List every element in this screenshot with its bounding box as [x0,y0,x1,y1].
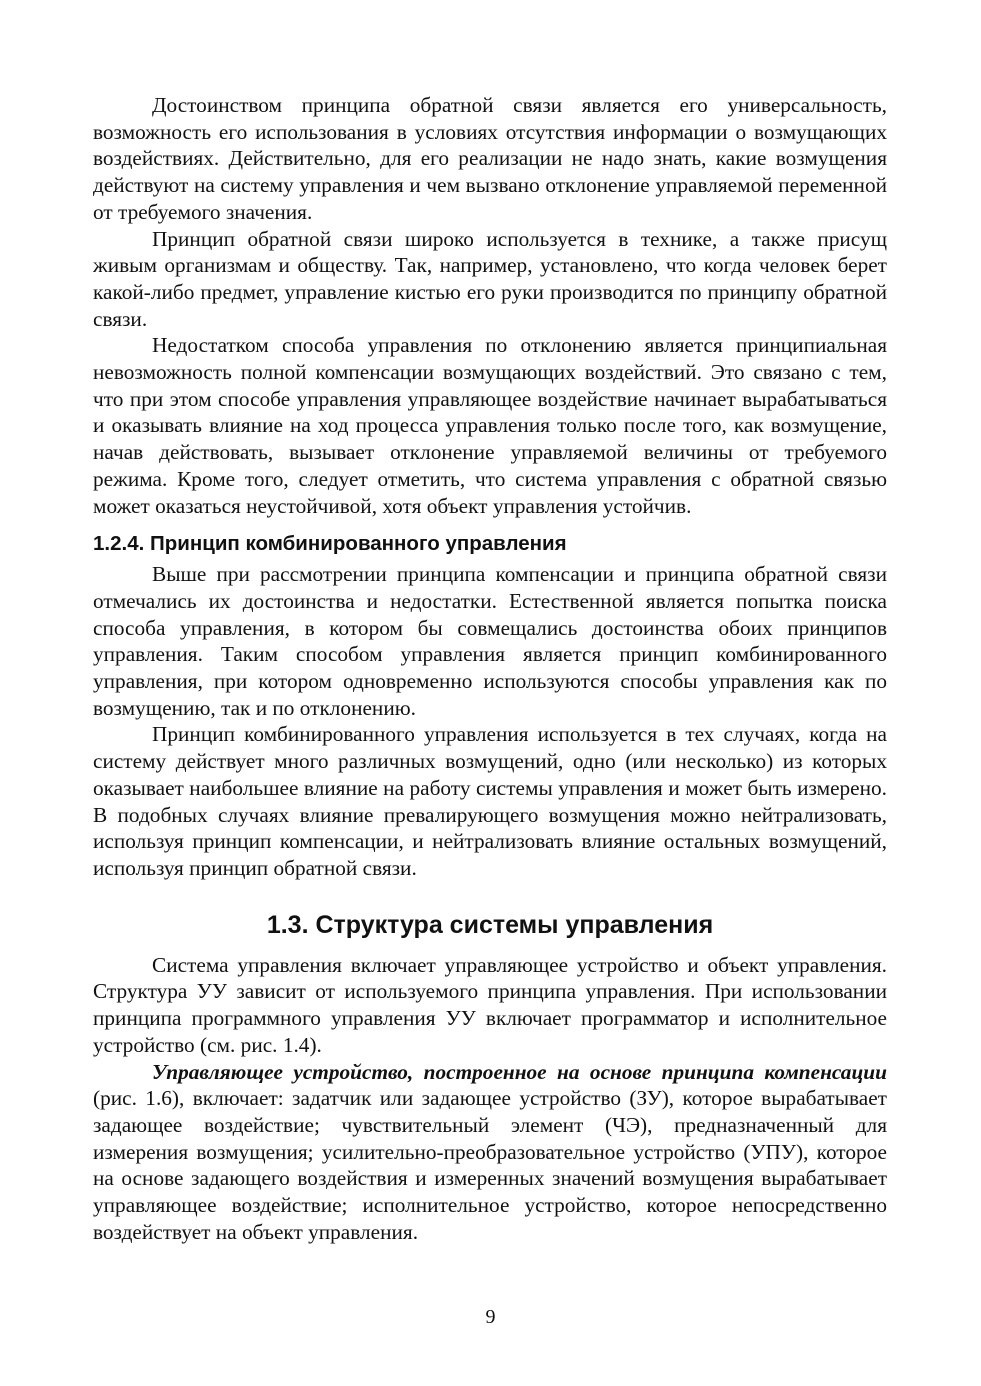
page-number: 9 [485,1306,496,1328]
paragraph-structure-intro: Система управления включает управляющее устройство и объект управления. Структура УУ зависит от используемого принципа управления. При использовании принципа программного управления УУ включает программатор и исполнительное устройство (см. рис. 1.4). [93,952,887,1057]
paragraph-feedback-advantage: Достоинством принципа обратной связи является его универсальность, возможность его использования в условиях отсутствия информации о возмущающих воздействиях. Действительно, для его реализации не надо знать, какие возмущения действуют на систему управления и чем вызвано отклонение управляемой переменной от требуемого значения. [93,93,887,224]
section-heading-1-2-4: 1.2.4. Принцип комбинированного управления [93,532,567,556]
emphasis-compensation-controller: Управляющее устройство, построенное на основе принципа компенсации [152,1059,887,1084]
paragraph-combined-intro: Выше при рассмотрении принципа компенсации и принципа обратной связи отмечались их достоинства и недостатки. Естественной является попытка поиска способа управления, в котором бы совмещались достоинства обоих принципов управления. Таким способом управления является принцип комбинированного управления, при котором одновременно используются способы управления как по возмущению, так и по отклонению. [93,562,887,720]
document-page [93,92,887,1245]
section-heading-1-3: 1.3. Структура системы управления [266,910,714,939]
paragraph-combined-usage: Принцип комбинированного управления используется в тех случаях, когда на систему действует много различных возмущений, одно (или несколько) из которых оказывает наибольшее влияние на работу системы управления и может быть измерено. В подобных случаях влияние превалирующего возмущения можно нейтрализовать, используя принцип компенсации, и нейтрализовать влияние остальных возмущений, используя принцип обратной связи. [93,722,887,880]
paragraph-compensation-controller-text: (рис. 1.6), включает: задатчик или задающее устройство (ЗУ), которое вырабатывает задающее воздействие; чувствительный элемент (ЧЭ), предназначенный для измерения возмущения; усилительно-преобразовательное устройство (УПУ), которое на основе задающего воздействия и измеренных значений возмущения вырабатывает управляющее воздействие; исполнительное устройство, которое непосредственно воздействует на объект управления. [93,1086,887,1244]
paragraph-feedback-usage: Принцип обратной связи широко используется в технике, а также присущ живым организмам и обществу. Так, например, установлено, что когда человек берет какой-либо предмет, управление кистью его руки производится по принципу обратной связи. [93,226,887,331]
paragraph-compensation-controller [93,1059,887,1246]
paragraph-feedback-disadvantage: Недостатком способа управления по отклонению является принципиальная невозможность полной компенсации возмущающих воздействий. Это связано с тем, что при этом способе управления управляющее воздействие начинает вырабатываться и оказывать влияние на ход процесса управления только после того, как возмущение, начав действовать, вызывает отклонение управляемой величины от требуемого режима. Кроме того, следует отметить, что система управления с обратной связью может оказаться неустойчивой, хотя объект управления устойчив. [93,333,887,518]
